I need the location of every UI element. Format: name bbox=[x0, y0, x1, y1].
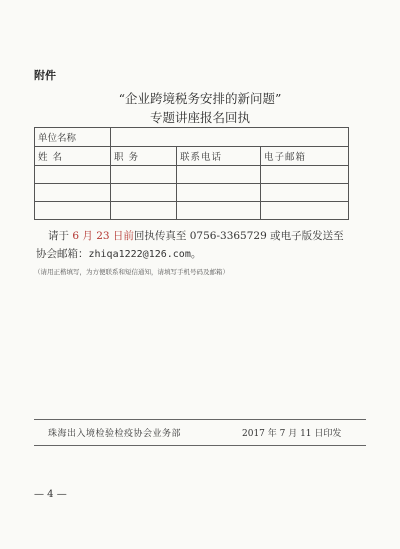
col-header-position: 职 务 bbox=[111, 147, 177, 166]
footer-rule-top bbox=[34, 419, 366, 420]
deadline-date: 6 月 23 日前 bbox=[72, 230, 134, 242]
header-row bbox=[35, 147, 349, 166]
document-title: “企业跨境税务安排的新问题” bbox=[118, 91, 282, 106]
name-cell[interactable] bbox=[35, 166, 111, 184]
document-subtitle: 专题讲座报名回执 bbox=[149, 110, 250, 125]
position-cell[interactable] bbox=[111, 184, 177, 202]
registration-form-table bbox=[34, 127, 349, 220]
footer-rule-bottom bbox=[34, 445, 366, 446]
page-number: — 4 — bbox=[34, 489, 67, 500]
table-row bbox=[35, 166, 349, 184]
col-header-phone: 联系电话 bbox=[177, 147, 261, 166]
notice-line-2 bbox=[34, 245, 364, 264]
association-email-link[interactable]: zhiqa1222@126.com bbox=[88, 249, 191, 260]
notice-text-1: 请于 bbox=[48, 230, 73, 242]
position-cell[interactable] bbox=[111, 202, 177, 220]
col-header-name: 姓 名 bbox=[35, 147, 111, 166]
notice-line-1 bbox=[34, 227, 364, 245]
org-name-field[interactable] bbox=[111, 128, 349, 147]
submission-notice bbox=[34, 227, 364, 264]
email-cell[interactable] bbox=[261, 166, 349, 184]
table-row bbox=[35, 184, 349, 202]
email-cell[interactable] bbox=[261, 184, 349, 202]
org-name-label: 单位名称 bbox=[35, 128, 111, 147]
phone-cell[interactable] bbox=[177, 166, 261, 184]
notice-text-2: 回执传真至 0756-3365729 或电子版发送至 bbox=[133, 230, 344, 242]
name-cell[interactable] bbox=[35, 184, 111, 202]
issuing-department: 珠海出入境检验检疫协会业务部 bbox=[48, 429, 182, 439]
email-cell[interactable] bbox=[261, 202, 349, 220]
position-cell[interactable] bbox=[111, 166, 177, 184]
phone-cell[interactable] bbox=[177, 202, 261, 220]
col-header-email: 电子邮箱 bbox=[261, 147, 349, 166]
name-cell[interactable] bbox=[35, 202, 111, 220]
org-row bbox=[35, 128, 349, 147]
notice-text-3: 协会邮箱： bbox=[36, 248, 89, 260]
phone-cell[interactable] bbox=[177, 184, 261, 202]
table-row bbox=[35, 202, 349, 220]
fill-instruction-note: （请用正楷填写，为方便联系和短信通知，请填写手机号码及邮箱） bbox=[34, 268, 229, 276]
notice-text-4: 。 bbox=[190, 248, 202, 260]
attachment-label: 附件 bbox=[34, 69, 56, 82]
issue-date: 2017 年 7 月 11 日印发 bbox=[242, 429, 342, 439]
